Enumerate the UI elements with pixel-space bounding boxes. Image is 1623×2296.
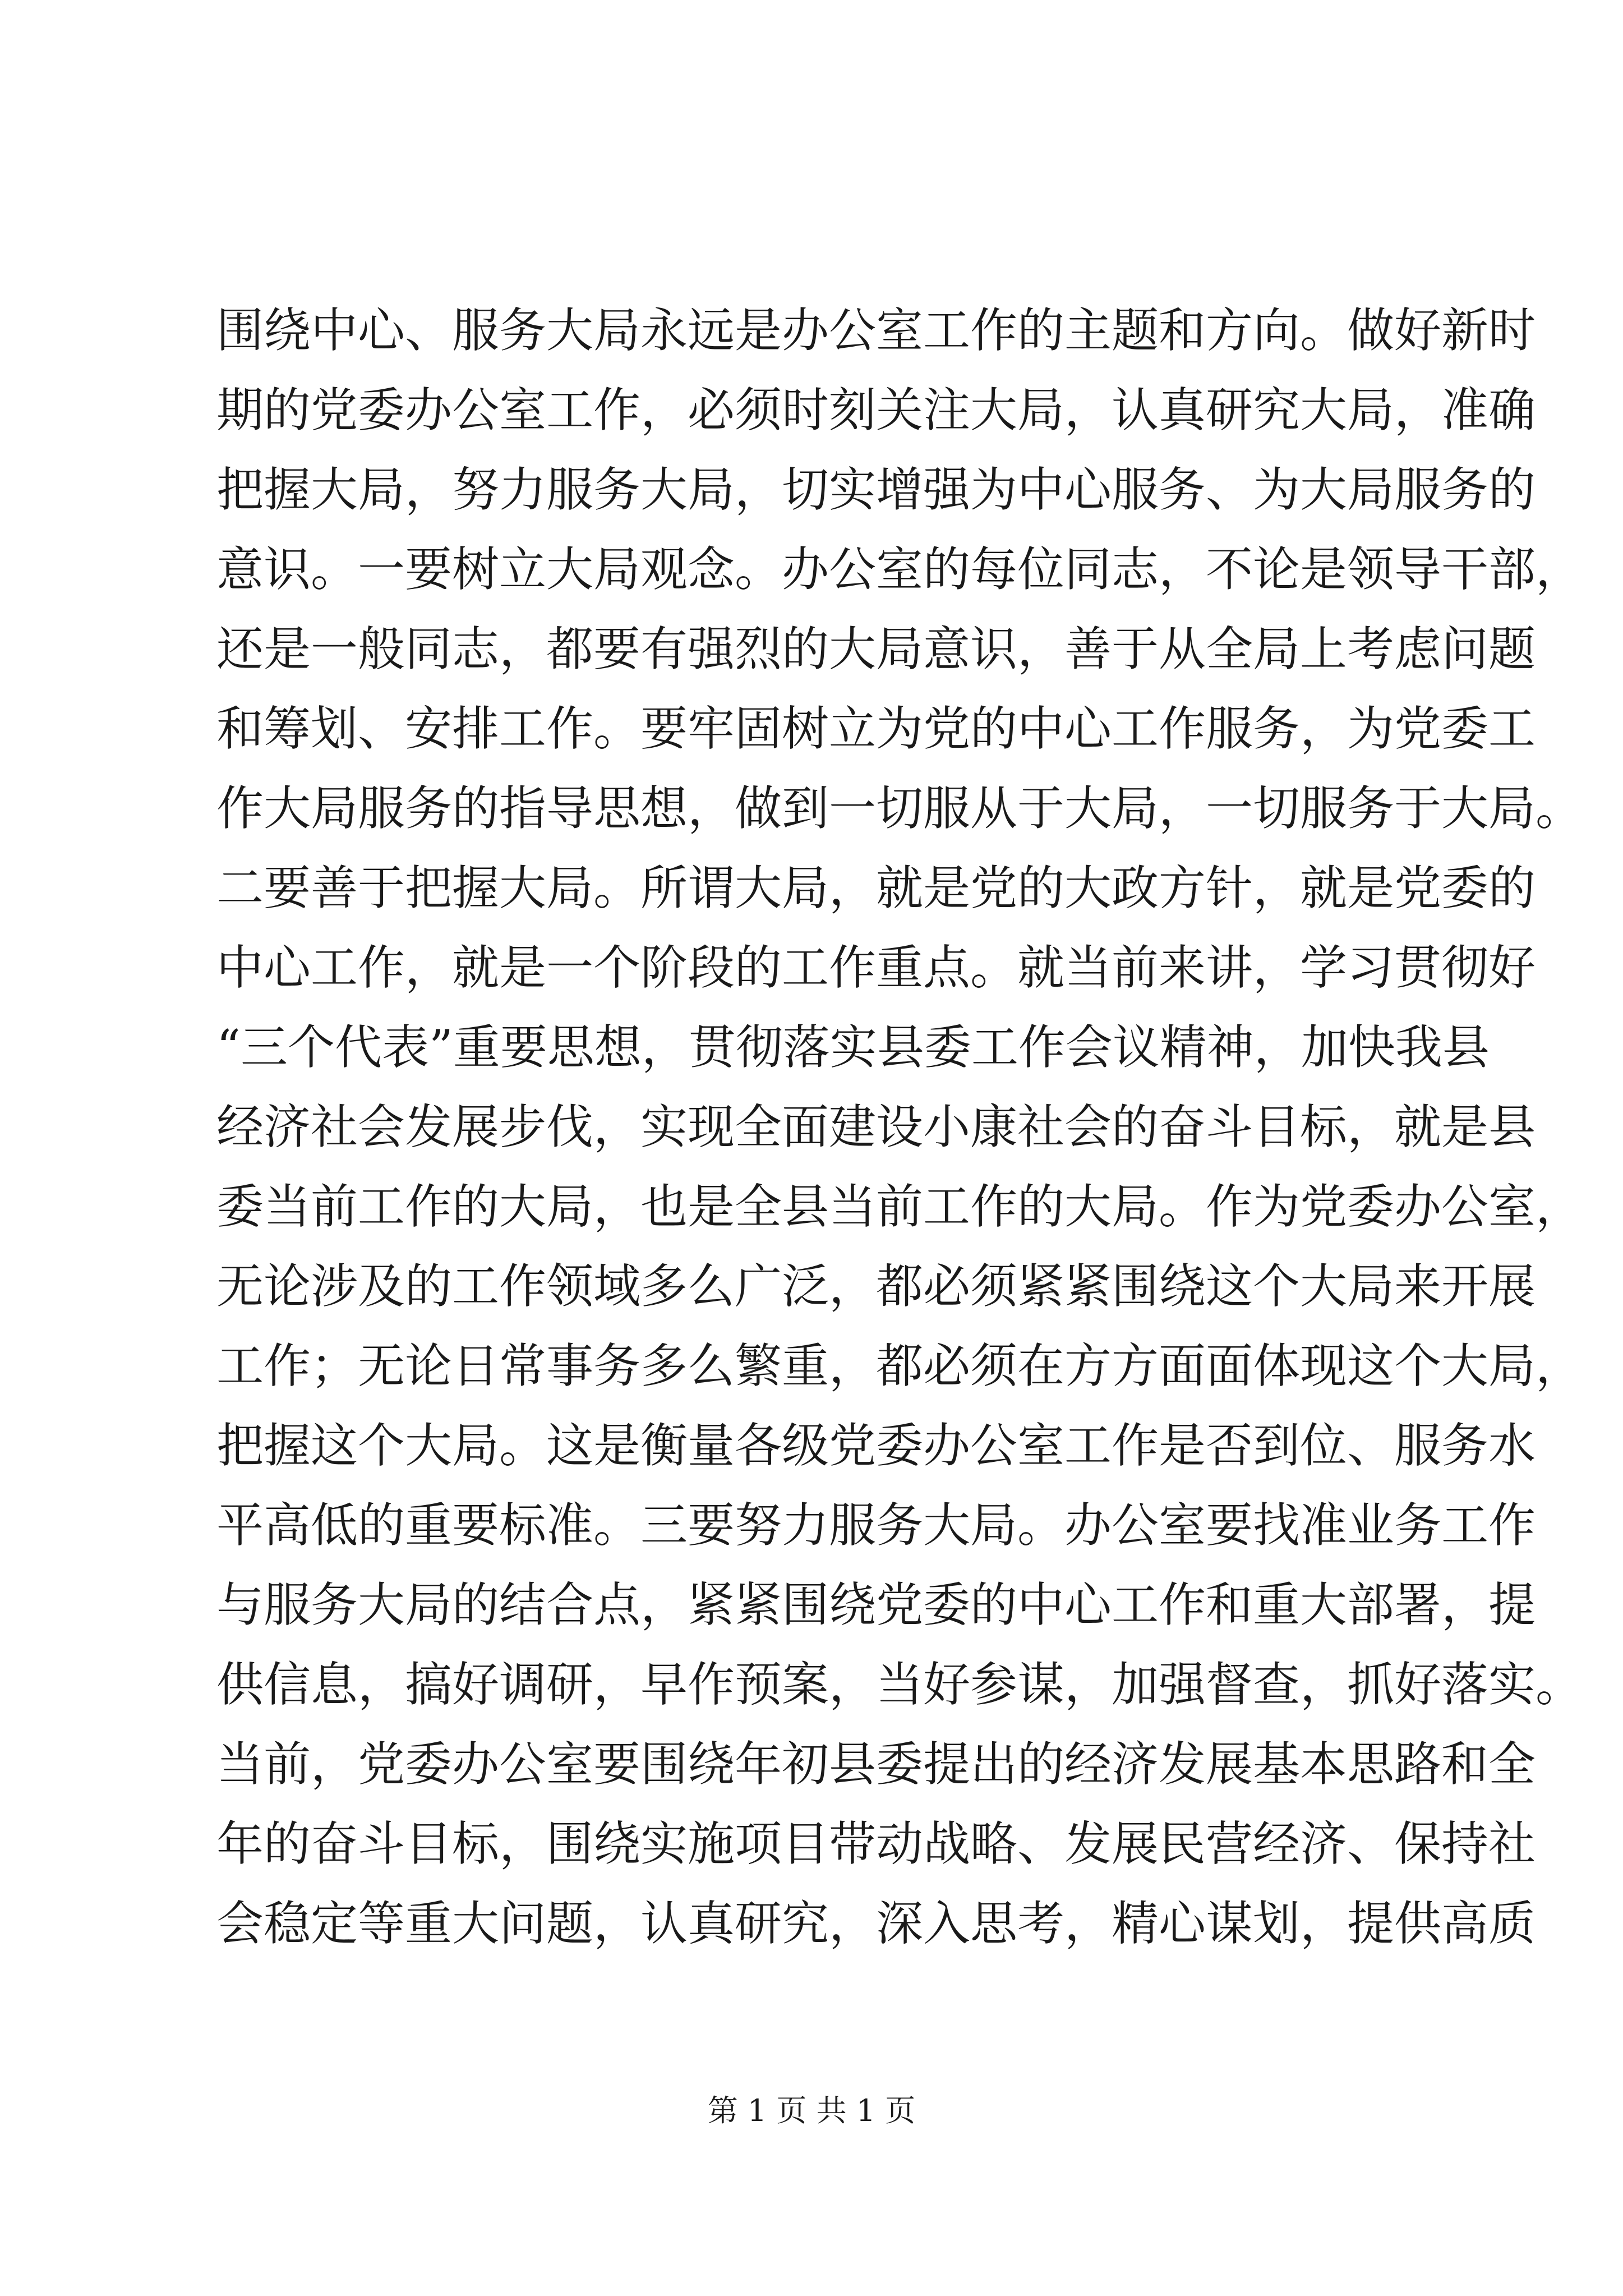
page-number-label: 第 1 页 共 1 页 [707, 2093, 916, 2128]
text-line: 无论涉及的工作领域多么广泛，都必须紧紧围绕这个大局来开展 [216, 1259, 1536, 1314]
text-line: 与服务大局的结合点，紧紧围绕党委的中心工作和重大部署，提 [216, 1577, 1536, 1632]
text-line: 中心工作，就是一个阶段的工作重点。就当前来讲，学习贯彻好 [216, 940, 1536, 995]
text-line: 平高低的重要标准。三要努力服务大局。办公室要找准业务工作 [216, 1498, 1536, 1553]
text-line: 围绕中心、服务大局永远是办公室工作的主题和方向。做好新时 [216, 303, 1536, 358]
text-line: 年的奋斗目标，围绕实施项目带动战略、发展民营经济、保持社 [216, 1816, 1536, 1871]
text-line: 把握这个大局。这是衡量各级党委办公室工作是否到位、服务水 [216, 1418, 1536, 1473]
text-line: 还是一般同志，都要有强烈的大局意识，善于从全局上考虑问题 [216, 622, 1536, 677]
text-line: 二要善于把握大局。所谓大局，就是党的大政方针，就是党委的 [216, 861, 1536, 915]
text-line: 把握大局，努力服务大局，切实增强为中心服务、为大局服务的 [216, 462, 1536, 517]
text-line: 经济社会发展步伐，实现全面建设小康社会的奋斗目标，就是县 [216, 1099, 1536, 1154]
text-line: 工作；无论日常事务多么繁重，都必须在方方面面体现这个大局， [216, 1338, 1583, 1393]
text-line: “三个代表”重要思想，贯彻落实县委工作会议精神，加快我县 [216, 1020, 1490, 1075]
text-line: 和筹划、安排工作。要牢固树立为党的中心工作服务，为党委工 [216, 701, 1536, 756]
body-text [216, 291, 1583, 1963]
text-line: 会稳定等重大问题，认真研究，深入思考，精心谋划，提供高质 [216, 1896, 1536, 1951]
text-line: 意识。一要树立大局观念。办公室的每位同志，不论是领导干部， [216, 542, 1583, 597]
text-line: 当前，党委办公室要围绕年初县委提出的经济发展基本思路和全 [216, 1737, 1536, 1792]
page-footer [0, 2091, 1623, 2131]
text-line: 期的党委办公室工作，必须时刻关注大局，认真研究大局，准确 [216, 383, 1536, 438]
text-line: 供信息，搞好调研，早作预案，当好参谋，加强督查，抓好落实。 [216, 1657, 1583, 1712]
text-line: 委当前工作的大局，也是全县当前工作的大局。作为党委办公室， [216, 1179, 1583, 1234]
text-line: 作大局服务的指导思想，做到一切服从于大局，一切服务于大局。 [216, 781, 1583, 836]
